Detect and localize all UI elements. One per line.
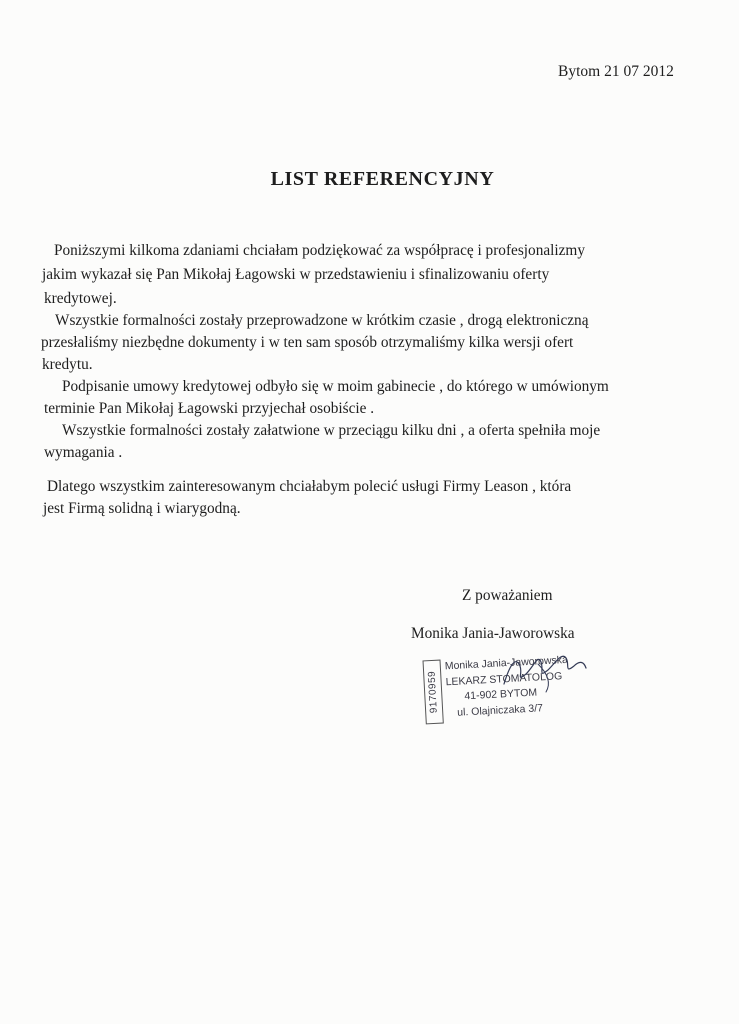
body-line: jakim wykazał się Pan Mikołaj Łagowski w przedstawieniu i sfinalizowaniu oferty: [42, 266, 550, 283]
letter-date: Bytom 21 07 2012: [558, 63, 674, 80]
letter-title: LIST REFERENCYJNY: [270, 168, 495, 190]
stamp-line: ul. Olajniczaka 3/7: [456, 701, 544, 719]
body-line: kredytowej.: [44, 290, 117, 307]
stamp-line: Monika Jania-Jaworowska: [444, 653, 569, 673]
body-line: Poniższymi kilkoma zdaniami chciałam podziękować za współpracę i profesjonalizmy: [54, 242, 585, 259]
body-line: jest Firmą solidną i wiarygodną.: [43, 500, 241, 517]
stamp-id-box: [422, 660, 443, 725]
body-line: Wszystkie formalności zostały załatwione w przeciągu kilku dni , a oferta spełniła moje: [62, 422, 601, 439]
stamp-line: LEKARZ STOMATOLOG: [445, 669, 563, 688]
body-line: Podpisanie umowy kredytowej odbyło się w moim gabinecie , do którego w umówionym: [62, 378, 609, 395]
closing-greeting: Z poważaniem: [462, 587, 553, 604]
stamp-line: 41-902 BYTOM: [464, 686, 538, 703]
stamp-id-number: 9170959: [426, 670, 440, 714]
handwritten-signature: [486, 644, 596, 699]
body-line: przesłaliśmy niezbędne dokumenty i w ten sam sposób otrzymaliśmy kilka wersji ofert: [41, 334, 574, 351]
body-line: Dlatego wszystkim zainteresowanym chciałabym polecić usługi Firmy Leason , która: [47, 478, 572, 495]
signer-name: Monika Jania-Jaworowska: [411, 625, 575, 642]
body-line: kredytu.: [42, 356, 93, 373]
body-line: wymagania .: [44, 444, 123, 461]
body-line: terminie Pan Mikołaj Łagowski przyjechał osobiście .: [44, 400, 375, 417]
body-line: Wszystkie formalności zostały przeprowadzone w krótkim czasie , drogą elektroniczną: [55, 312, 589, 329]
